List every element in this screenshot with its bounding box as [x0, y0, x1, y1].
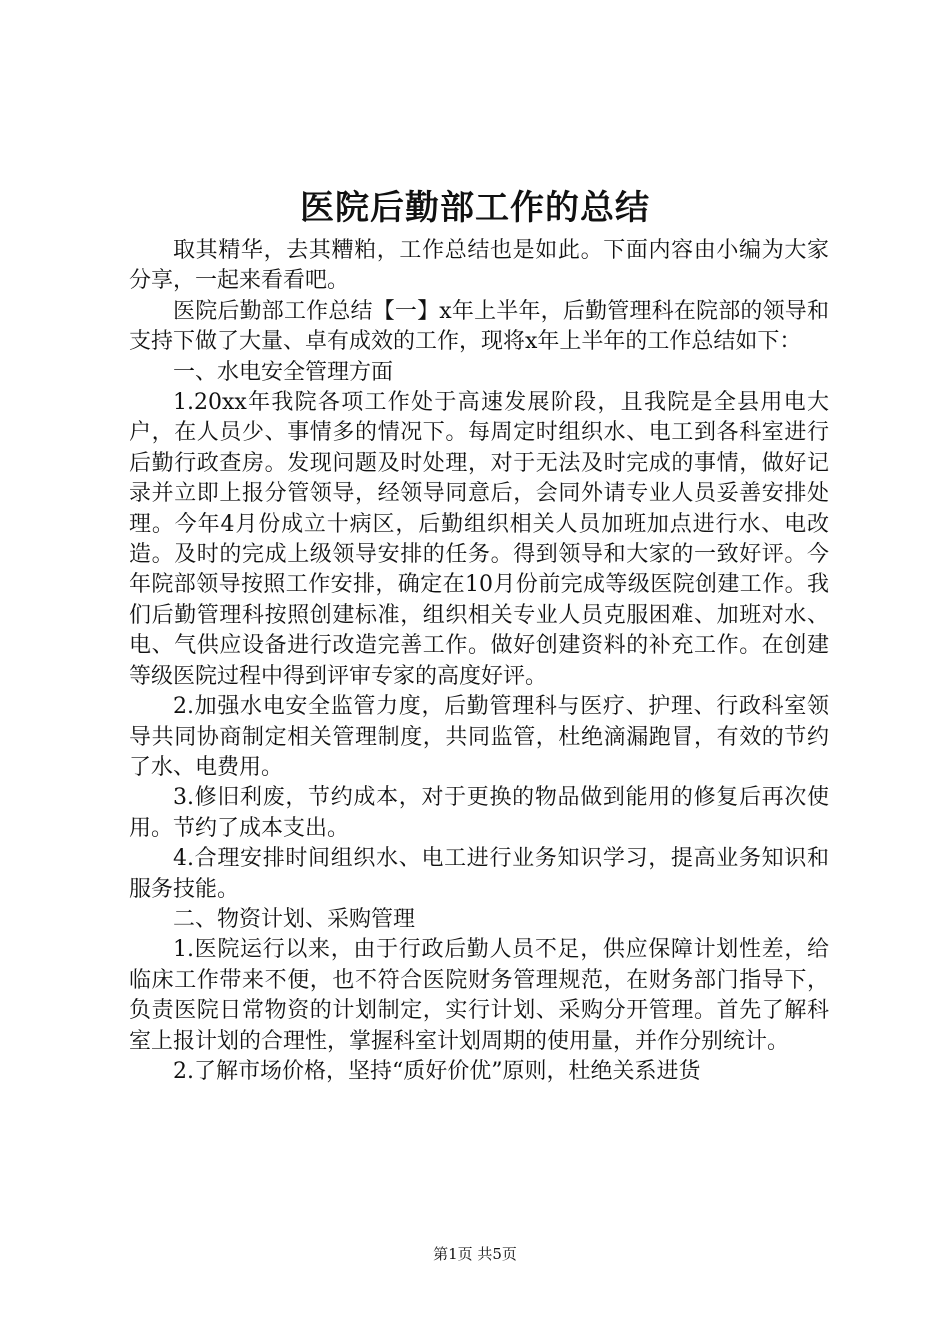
paragraph-utilities-2: 2.加强水电安全监管力度，后勤管理科与医疗、护理、行政科室领导共同协商制定相关管理制度，共同监管，杜绝滴漏跑冒，有效的节约了水、电费用。 [129, 694, 829, 780]
paragraph-procurement-2: 2.了解市场价格，坚持“质好价优”原则，杜绝关系进货 [173, 1058, 701, 1084]
paragraph-utilities-3: 3.修旧利废，节约成本，对于更换的物品做到能用的修复后再次使用。节约了成本支出。 [129, 785, 829, 841]
paragraph-utilities-1: 1.20xx年我院各项工作处于高速发展阶段，且我院是全县用电大户，在人员少、事情多的情况下。每周定时组织水、电工到各科室进行后勤行政查房。发现问题及时处理，对于无法及时完成的事情，做好记录并立即上报分管领导，经领导同意后，会同外请专业人员妥善安排处理。今年4月份成立十病区，后勤组织相关人员加班加点进行水、电改造。及时的完成上级领导安排的任务。得到领导和大家的一致好评。今年院部领导按照工作安排，确定在10月份前完成等级医院创建工作。我们后勤管理科按照创建标准，组织相关专业人员克服困难、加班对水、电、气供应设备进行改造完善工作。做好创建资料的补充工作。在创建等级医院过程中得到评审专家的高度好评。 [129, 390, 829, 689]
paragraph-intro: 取其精华，去其糟粕，工作总结也是如此。下面内容由小编为大家分享，一起来看看吧。 [129, 238, 829, 294]
section-heading-utilities: 一、水电安全管理方面 [173, 359, 394, 385]
paragraph-procurement-1: 1.医院运行以来，由于行政后勤人员不足，供应保障计划性差，给临床工作带来不便，也不符合医院财务管理规范，在财务部门指导下，负责医院日常物资的计划制定，实行计划、采购分开管理。首先了解科室上报计划的合理性，掌握科室计划周期的使用量，并作分别统计。 [129, 937, 829, 1054]
page-number-footer: 第1页 共5页 [433, 1245, 517, 1263]
document-title: 医院后勤部工作的总结 [300, 188, 650, 228]
document-body [129, 236, 829, 1087]
paragraph-utilities-4: 4.合理安排时间组织水、电工进行业务知识学习，提高业务知识和服务技能。 [129, 846, 829, 902]
paragraph-summary-one: 医院后勤部工作总结【一】x年上半年，后勤管理科在院部的领导和支持下做了大量、卓有成效的工作，现将x年上半年的工作总结如下： [129, 298, 829, 355]
section-heading-procurement: 二、物资计划、采购管理 [173, 906, 416, 932]
